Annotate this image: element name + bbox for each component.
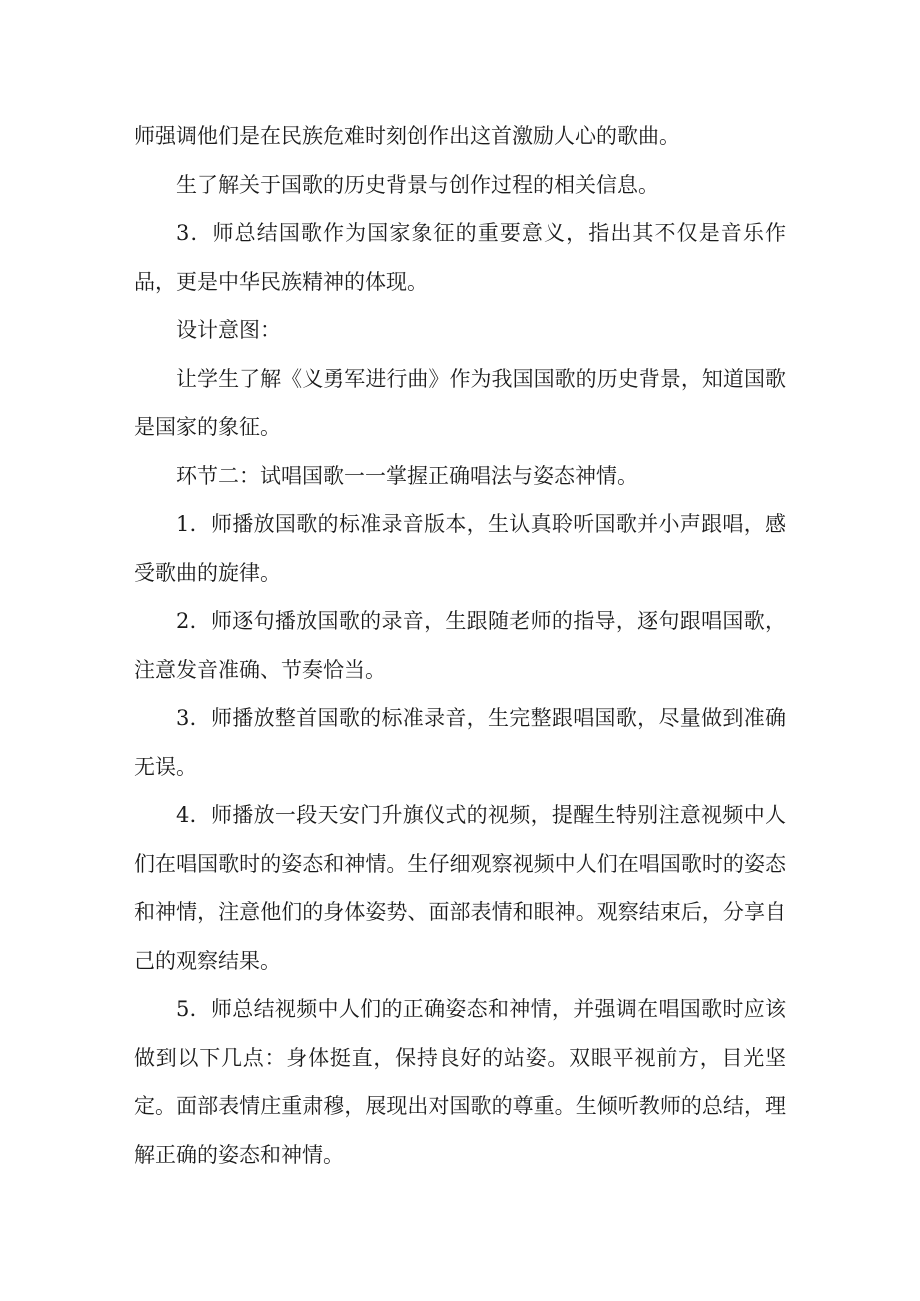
paragraph-student-learns: 生了解关于国歌的历史背景与创作过程的相关信息。 — [176, 172, 659, 197]
paragraph-design-intent-heading: 设计意图： — [176, 318, 281, 342]
paragraph-step-3: 3．师播放整首国歌的标准录音，生完整跟唱国歌，尽量做到准确无误。 — [134, 706, 786, 779]
paragraph-step-5: 5．师总结视频中人们的正确姿态和神情，并强调在唱国歌时应该做到以下几点：身体挺直，保持良好的站姿。双眼平视前方，目光坚定。面部表情庄重肃穆，展现出对国歌的尊重。生倾听教师的总结，理解正确的姿态和神情。 — [134, 997, 786, 1167]
document-body — [134, 112, 786, 1179]
paragraph-design-intent: 让学生了解《义勇军进行曲》作为我国国歌的历史背景，知道国歌是国家的象征。 — [134, 366, 786, 439]
paragraph-section-two-heading: 环节二：试唱国歌一一掌握正确唱法与姿态神情。 — [176, 463, 638, 488]
paragraph-step-3-summary: 3．师总结国歌作为国家象征的重要意义，指出其不仅是音乐作品，更是中华民族精神的体现。 — [134, 221, 786, 294]
paragraph-step-2: 2．师逐句播放国歌的录音，生跟随老师的指导，逐句跟唱国歌，注意发音准确、节奏恰当。 — [134, 609, 786, 682]
paragraph-step-4: 4．师播放一段天安门升旗仪式的视频，提醒生特别注意视频中人们在唱国歌时的姿态和神情。生仔细观察视频中人们在唱国歌时的姿态和神情，注意他们的身体姿势、面部表情和眼神。观察结束后，分享自己的观察结果。 — [134, 803, 786, 973]
paragraph-continuation: 师强调他们是在民族危难时刻创作出这首激励人心的歌曲。 — [134, 124, 680, 148]
paragraph-step-1: 1．师播放国歌的标准录音版本，生认真聆听国歌并小声跟唱，感受歌曲的旋律。 — [134, 512, 786, 585]
